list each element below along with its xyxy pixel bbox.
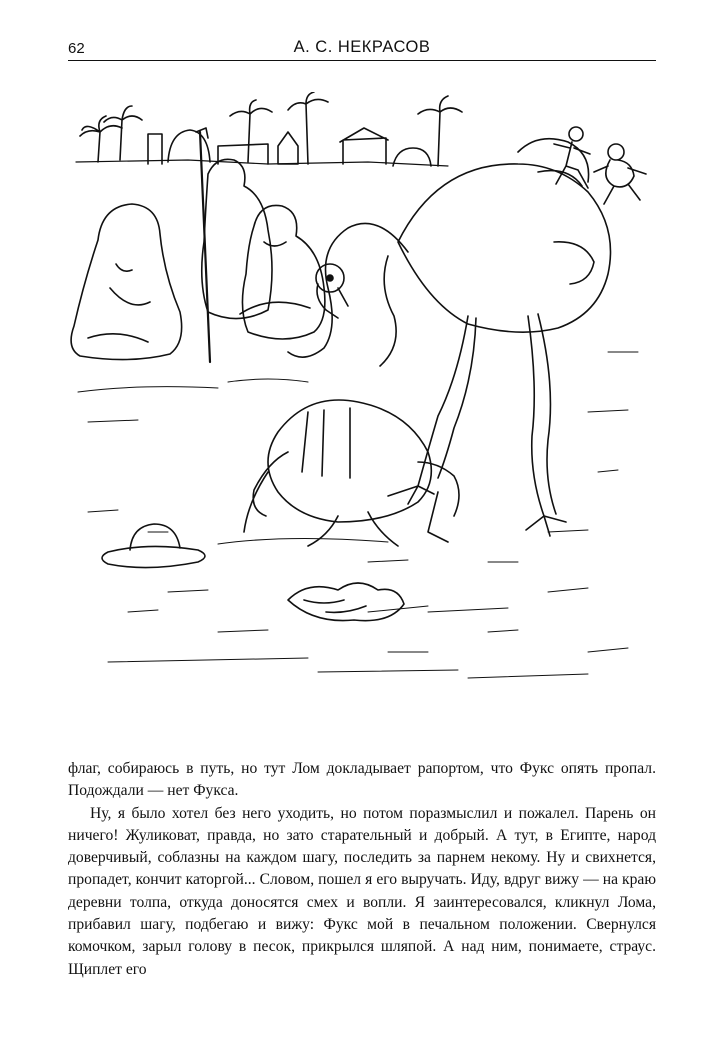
- ostrich-illustration: [68, 92, 658, 692]
- page-header: [68, 36, 656, 61]
- man-head-in-sand: [218, 400, 459, 546]
- seated-villagers: [71, 128, 325, 392]
- paragraph: Ну, я было хотел без него уходить, но потом поразмыслил и пожалел. Парень он ничего! Жуликоват, правда, но зато старательный и добрый. А тут, в Египте, народ доверчивый, соблазны на каждом шагу, последить за парнем некому. Ну и свихнется, пропадет, кончит каторгой... Словом, пошел я его выручать. Иду, вдруг вижу — на краю деревни толпа, откуда доносятся смех и вопли. Я заинтересовался, кликнул Лома, прибавил шагу, подбегаю и вижу: Фукс мой в печальном положении. Свернулся комочком, зарыл голову в песок, прикрылся шляпой. А над ним, понимаете, страус. Щиплет его: [68, 804, 656, 978]
- running-head: А. С. НЕКРАСОВ: [293, 38, 431, 56]
- page-number: 62: [68, 40, 85, 57]
- running-figures: [554, 127, 646, 204]
- ground-hatching: [88, 352, 638, 678]
- hat-on-sand: [102, 524, 205, 568]
- paragraph: флаг, собираюсь в путь, но тут Лом докладывает рапортом, что Фукс опять пропал. Подождали — нет Фукса.: [68, 760, 656, 800]
- body-text: [68, 758, 656, 981]
- feather-on-sand: [288, 583, 404, 621]
- village-background: [76, 92, 462, 166]
- ostrich: [288, 139, 611, 536]
